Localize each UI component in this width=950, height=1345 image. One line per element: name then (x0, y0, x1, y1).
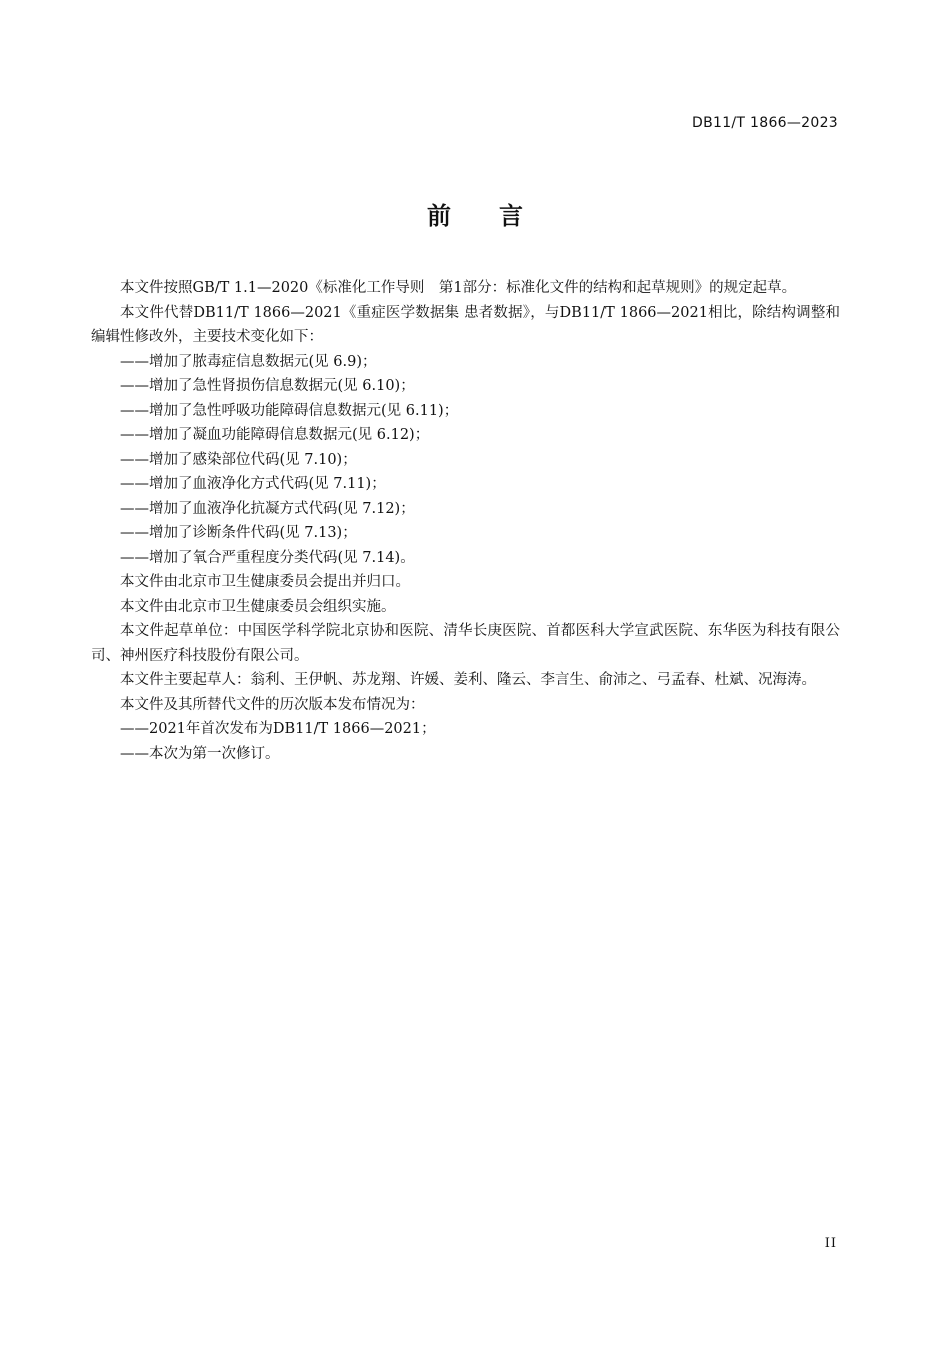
change-item: ——增加了血液净化方式代码(见 7.11)； (120, 476, 386, 492)
page-title: 前言 (427, 202, 571, 230)
change-item: ——增加了诊断条件代码(见 7.13)； (120, 525, 357, 541)
paragraph-proposal: 本文件由北京市卫生健康委员会提出并归口。 (120, 574, 410, 590)
document-body (91, 276, 840, 766)
change-item: ——增加了血液净化抗凝方式代码(见 7.12)； (120, 500, 415, 517)
change-item: ——增加了急性呼吸功能障碍信息数据元(见 6.11)； (120, 402, 459, 419)
paragraph-organization: 本文件由北京市卫生健康委员会组织实施。 (120, 598, 396, 615)
change-item: ——增加了凝血功能障碍信息数据元(见 6.12)； (120, 427, 430, 443)
change-item: ——增加了脓毒症信息数据元(见 6.9)； (120, 353, 377, 370)
history-item: ——2021年首次发布为DB11/T 1866—2021； (120, 721, 436, 737)
change-item: ——增加了急性肾损伤信息数据元(见 6.10)； (120, 378, 415, 394)
paragraph-drafting-units: 本文件起草单位：中国医学科学院北京协和医院、清华长庚医院、首都医科大学宣武医院、东华医为科技有限公司、神州医疗科技股份有限公司。 (91, 623, 840, 664)
change-item: ——增加了感染部位代码(见 7.10)； (120, 451, 357, 468)
paragraph-replacement: 本文件代替DB11/T 1866—2021《重症医学数据集 患者数据》，与DB11/T 1866—2021相比，除结构调整和编辑性修改外，主要技术变化如下： (91, 304, 840, 345)
paragraph-drafters: 本文件主要起草人：翁利、王伊帆、苏龙翔、许媛、姜利、隆云、李言生、俞沛之、弓孟春、杜斌、况海涛。 (120, 672, 816, 688)
paragraph-basis: 本文件按照GB/T 1.1—2020《标准化工作导则 第1部分：标准化文件的结构和起草规则》的规定起草。 (120, 280, 797, 296)
history-item: ——本次为第一次修订。 (120, 745, 280, 762)
standard-code: DB11/T 1866—2023 (692, 115, 838, 131)
change-item: ——增加了氧合严重程度分类代码(见 7.14)。 (120, 549, 415, 566)
page-number: II (824, 1236, 837, 1251)
paragraph-history-intro: 本文件及其所替代文件的历次版本发布情况为： (120, 696, 425, 713)
